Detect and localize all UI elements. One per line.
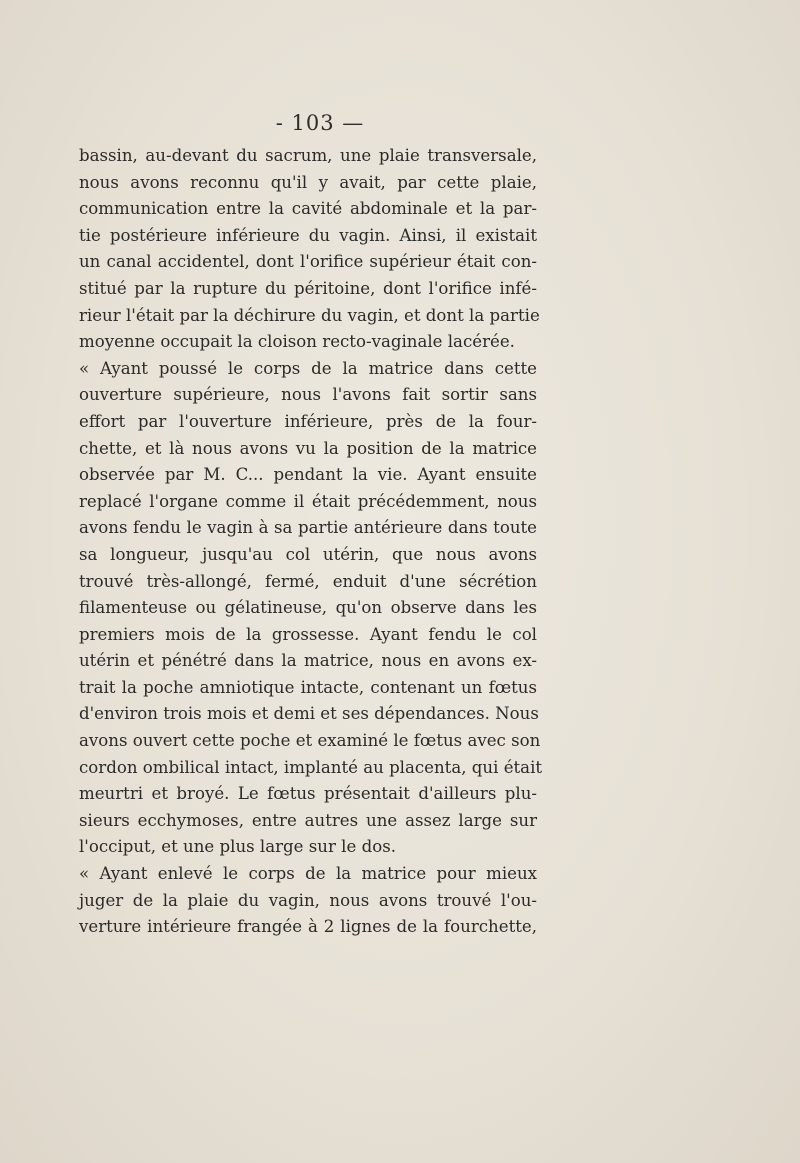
body-text (79, 143, 543, 941)
text-line: observée par M. C... pendant la vie. Ayant ensuite (79, 465, 537, 485)
text-line: ouverture supérieure, nous l'avons fait sortir sans (79, 385, 537, 405)
page-number: - 103 — (275, 111, 365, 135)
text-line: « Ayant enlevé le corps de la matrice pour mieux (79, 864, 537, 884)
text-line: utérin et pénétré dans la matrice, nous en avons ex- (79, 651, 537, 671)
text-line: bassin, au-devant du sacrum, une plaie transversale, (79, 146, 537, 165)
text-line: un canal accidentel, dont l'orifice supérieur était con- (79, 252, 537, 272)
text-line: juger de la plaie du vagin, nous avons trouvé l'ou- (79, 890, 537, 910)
text-line: trouvé très-allongé, fermé, enduit d'une sécrétion (79, 571, 537, 591)
text-line: rieur l'était par la déchirure du vagin, et dont la partie (79, 305, 540, 325)
text-line: sa longueur, jusqu'au col utérin, que nous avons (79, 544, 537, 564)
text-line: meurtri et broyé. Le fœtus présentait d'ailleurs plu- (79, 784, 537, 804)
text-line: avons ouvert cette poche et examiné le fœtus avec son (79, 731, 541, 751)
text-line: effort par l'ouverture inférieure, près de la four- (79, 411, 537, 431)
text-line: communication entre la cavité abdominale et la par- (79, 199, 537, 219)
text-line: replacé l'organe comme il était précédemment, nous (79, 491, 537, 511)
text-line: avons fendu le vagin à sa partie antérieure dans toute (79, 518, 537, 538)
text-line: chette, et là nous avons vu la position de la matrice (79, 438, 537, 458)
text-line: filamenteuse ou gélatineuse, qu'on observe dans les (79, 598, 537, 618)
text-line: sieurs ecchymoses, entre autres une assez large sur (79, 810, 537, 830)
text-line: stitué par la rupture du péritoine, dont l'orifice infé- (79, 278, 537, 298)
text-line: l'occiput, et une plus large sur le dos. (79, 837, 396, 857)
text-line: tie postérieure inférieure du vagin. Ainsi, il existait (79, 225, 537, 245)
text-line: d'environ trois mois et demi et ses dépendances. Nous (79, 704, 539, 724)
text-line: cordon ombilical intact, implanté au placenta, qui était (79, 757, 543, 777)
text-line: verture intérieure frangée à 2 lignes de la fourchette, (79, 917, 537, 937)
text-line: trait la poche amniotique intacte, contenant un fœtus (79, 677, 537, 697)
text-line: premiers mois de la grossesse. Ayant fendu le col (79, 624, 537, 644)
text-line: « Ayant poussé le corps de la matrice dans cette (79, 358, 537, 378)
text-line: nous avons reconnu qu'il y avait, par cette plaie, (79, 172, 537, 192)
text-line: moyenne occupait la cloison recto-vaginale lacérée. (79, 332, 515, 352)
